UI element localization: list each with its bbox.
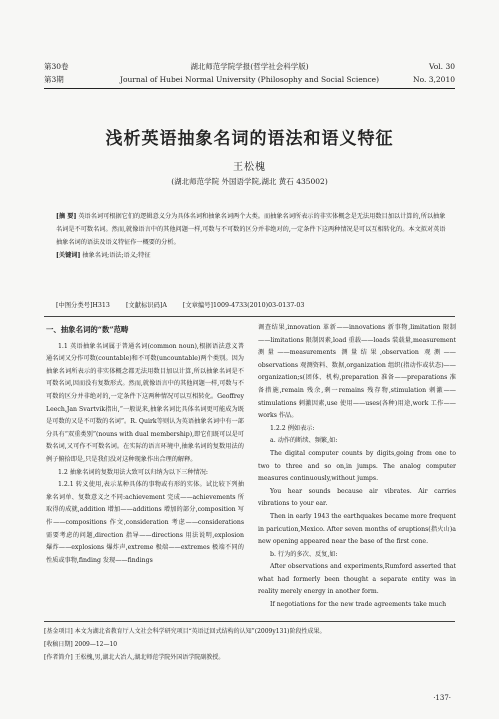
author-affiliation: (湖北师范学院 外国语学院,湖北 黄石 435002) — [171, 177, 328, 186]
header-rule — [44, 88, 455, 89]
example-sentence: The digital computer counts by digits,going from one to two to three and so on,in jumps. The analog computer measures continuously,without jumps. — [258, 449, 456, 483]
classification-line — [56, 300, 447, 309]
footnote-author: [作者简介] 王松槐,男,湖北大冶人,湖北师范学院外国语学院副教授。 — [44, 654, 225, 661]
footnote-funding: [基金项目] 本文为湖北省教育厅人文社会科学研究项目“英语迂回式结构的认知”(2009y131)阶段性成果。 — [44, 628, 326, 635]
author-name: 王松槐 — [233, 162, 266, 173]
example-sentence: Then in early 1943 the earthquakes became more frequent in paricution,Mexico. After seven months of eruptions(指火山)a new opening appeared near the base of the first cone. — [258, 512, 456, 546]
footnote-received: [收稿日期] 2009—12—10 — [44, 641, 118, 648]
body-paragraph: 1.2 抽象名词的复数用法大致可以归纳为以下三种情况: — [58, 468, 209, 476]
running-header — [44, 60, 455, 86]
abstract-rule — [44, 316, 455, 317]
body-paragraph: 1.2.1 转义使用,表示某种具体的事物或有形的实体。试比较下列抽象名词单、复数意义之不同:achievement 完成——achievements 所取得的成就,addition 增加——additions 增加的部分,composition 写作——compositions 作文,consideration 考虑——considerations 需要考虑的问题,direction 指导——directions 用法说明,explosion 爆炸——explosions 爆炸声,extreme 极端——extremes 极端不同的性质或事物,finding 发现——findings — [46, 481, 244, 564]
keywords-text: 抽象名词;语法;语义;特征 — [82, 252, 151, 259]
body-paragraph: 1.1 英语抽象名词属于普通名词(common noun),根据语法意义普通名词又分作可数(countable)和不可数(uncountable)两个类别。因为抽象名词所表示的非实体概念都无法用数目加以计算,所以抽象名词是不可数名词,因而没有复数形式。然而,就像语言中的其他问题一样,可数与不可数的区分并非绝对的,一定条件下这两种情况可以互相转化。Geoffrey Leech,Jan Svartvik指出,“一般说来,抽象名词比具体名词更可能成为既是可数的又是不可数的名词”。R. Quirk等则认为英语抽象名词中有一部分具有“双重类别”(nouns with dual membership),即它们既可以是可数名词,又可作不可数名词。在实际的语言环境中,抽象名词的复数用法的例子俯拾即是,只是我们没对这种现象作出合理的解释。 — [46, 342, 244, 463]
volume-left: 第30卷 — [44, 62, 69, 71]
volume-right: Vol. 30 — [429, 62, 455, 71]
abstract-text: 英语名词可根据它们的逻辑意义分为具体名词和抽象名词两个大类。而抽象名词所表示的非实体概念是无法用数目加以计算的,所以抽象名词是不可数名词。然而,就像语言中的其他问题一样,可数与不可数的区分并非绝对的,一定条件下这两种情况是可以互相转化的。本文拟对英语抽象名词的语法及语义特征作一概要的分析。 — [56, 213, 446, 246]
document-code: [文献标识码]A — [125, 302, 167, 309]
body-paragraph: a. 动作的断续、频繁,如: — [270, 437, 338, 445]
page-number: ·137· — [433, 694, 451, 702]
abstract-block — [56, 210, 447, 262]
footnote-rule — [44, 621, 455, 622]
issue-right: No. 3,2010 — [413, 75, 455, 84]
journal-title-en: Journal of Hubei Normal University (Philosophy and Social Science) — [119, 75, 380, 84]
example-sentence: After observations and experiments,Rumford asserted that what had formerly been thought a separate entity was in reality merely energy in another form. — [258, 563, 456, 596]
body-paragraph: 调查结果,innovation 革新——innovations 新事物,limitation 限制——limitations 限制因素,load 重载——loads 装载量,measurement 测量——measurements 测量结果,observation 观测——observations 观测资料、数据,organization 组织(指动作或状态)——organization;s(团体、机构,preparation 准备——preparations 准备措施,remain 残余,剩一remains 残存物,stimulation 刺激——stimulations 刺激因素,use 使用——uses(各种)用途,work 工作——works 作品。 — [258, 324, 456, 420]
issue-left: 第3期 — [44, 75, 64, 84]
article-number: [文章编号]1009-4733(2010)03-0137-03 — [182, 302, 305, 309]
abstract-label: [摘 要] — [56, 213, 77, 220]
example-sentence: If negotiations for the new trade agreements take much — [270, 601, 447, 609]
keywords-label: [关键词] — [56, 252, 81, 259]
article-title: 浅析英语抽象名词的语法和语义特征 — [105, 129, 394, 149]
body-paragraph: 1.2.2 例如表示: — [270, 424, 315, 432]
section-heading: 一、抽象名词的“数”范畴 — [46, 325, 129, 334]
left-column — [46, 322, 244, 567]
clc-number: [中图分类号]H313 — [56, 302, 110, 309]
example-sentence: You hear sounds because air vibrates. Air carries vibrations to your ear. — [258, 487, 456, 508]
journal-title-cn: 湖北师范学院学报(哲学社会科学版) — [190, 62, 309, 71]
body-paragraph: b. 行为的多次、反复,如: — [270, 550, 338, 558]
footnotes — [44, 625, 455, 664]
right-column — [258, 322, 456, 612]
